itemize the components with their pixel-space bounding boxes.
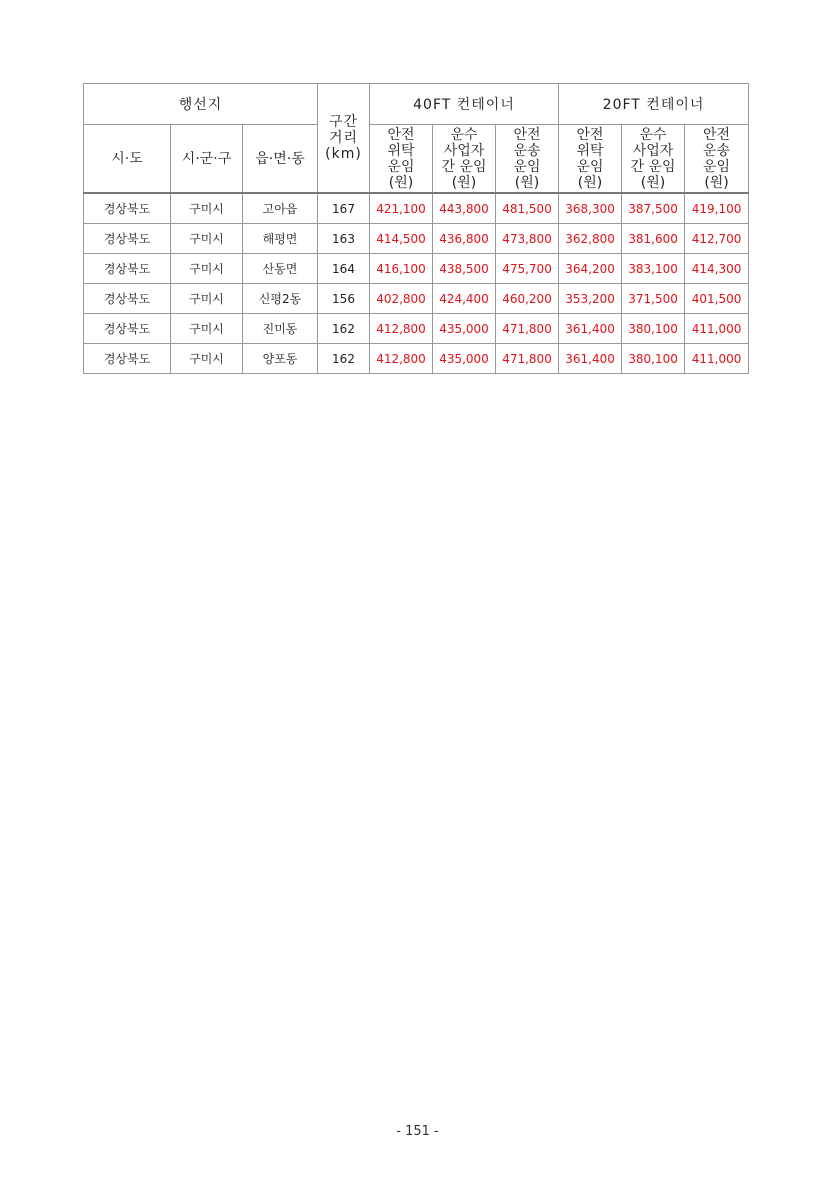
town-cell: 산동면	[243, 254, 318, 284]
region-header: 행선지	[84, 84, 318, 125]
table-row	[84, 344, 749, 374]
province-cell: 경상북도	[84, 193, 171, 224]
rate-cell: 471,800	[496, 314, 559, 344]
rate-cell: 361,400	[559, 314, 622, 344]
ft40-carrier-header	[433, 125, 496, 194]
header-line: (원)	[640, 174, 666, 191]
rate-cell: 475,700	[496, 254, 559, 284]
rate-cell: 443,800	[433, 193, 496, 224]
table-row	[84, 314, 749, 344]
header-line: 운임	[703, 158, 731, 175]
province-cell: 경상북도	[84, 284, 171, 314]
header-line: 운임	[387, 158, 415, 175]
header-line: (원)	[704, 174, 729, 191]
header-row-1	[84, 84, 749, 125]
rate-cell: 381,600	[622, 224, 685, 254]
rate-cell: 471,800	[496, 344, 559, 374]
header-line: 안전	[703, 126, 731, 143]
header-line: 운임	[513, 158, 541, 175]
rate-cell: 473,800	[496, 224, 559, 254]
town-cell: 양포동	[243, 344, 318, 374]
rate-cell: 380,100	[622, 314, 685, 344]
ft40-header: 40FT 컨테이너	[370, 84, 559, 125]
town-cell: 해평면	[243, 224, 318, 254]
rate-cell: 387,500	[622, 193, 685, 224]
rate-cell: 380,100	[622, 344, 685, 374]
rate-cell: 371,500	[622, 284, 685, 314]
header-line: 안전	[513, 126, 541, 143]
rate-cell: 364,200	[559, 254, 622, 284]
ft20-safe-transport-header	[685, 125, 749, 194]
header-line: (원)	[514, 174, 540, 191]
distance-cell: 156	[318, 284, 370, 314]
rate-cell: 414,500	[370, 224, 433, 254]
distance-header	[318, 84, 370, 194]
rate-cell: 353,200	[559, 284, 622, 314]
header-line: 위탁	[576, 142, 604, 159]
distance-cell: 162	[318, 344, 370, 374]
table-row	[84, 224, 749, 254]
header-line: 사업자	[632, 142, 674, 159]
city-cell: 구미시	[171, 344, 243, 374]
town-cell: 고아읍	[243, 193, 318, 224]
header-line: (원)	[388, 174, 414, 191]
distance-cell: 163	[318, 224, 370, 254]
rate-cell: 414,300	[685, 254, 749, 284]
city-cell: 구미시	[171, 193, 243, 224]
rate-cell: 412,800	[370, 344, 433, 374]
town-cell: 진미동	[243, 314, 318, 344]
town-cell: 신평2동	[243, 284, 318, 314]
freight-rate-table	[83, 83, 749, 374]
header-line: 운송	[513, 142, 541, 159]
header-line: 운임	[576, 158, 604, 175]
header-line: 안전	[576, 126, 604, 143]
rate-cell: 411,000	[685, 314, 749, 344]
rate-cell: 416,100	[370, 254, 433, 284]
rate-cell: 436,800	[433, 224, 496, 254]
rate-cell: 361,400	[559, 344, 622, 374]
table-row	[84, 193, 749, 224]
rate-cell: 412,800	[370, 314, 433, 344]
city-cell: 구미시	[171, 284, 243, 314]
rate-cell: 435,000	[433, 314, 496, 344]
city-cell: 구미시	[171, 314, 243, 344]
city-header: 시·군·구	[171, 125, 243, 194]
distance-header-line: 거리	[328, 130, 359, 146]
header-line: 간 운임	[441, 158, 487, 175]
ft40-safe-consign-header	[370, 125, 433, 194]
table-row	[84, 254, 749, 284]
distance-cell: 167	[318, 193, 370, 224]
ft40-safe-transport-header	[496, 125, 559, 194]
header-line: 사업자	[443, 142, 485, 159]
city-cell: 구미시	[171, 254, 243, 284]
distance-cell: 162	[318, 314, 370, 344]
distance-header-line: (km)	[325, 146, 362, 162]
header-row-2	[84, 125, 749, 194]
distance-cell: 164	[318, 254, 370, 284]
ft20-header: 20FT 컨테이너	[559, 84, 749, 125]
rate-cell: 383,100	[622, 254, 685, 284]
rate-cell: 438,500	[433, 254, 496, 284]
header-line: 운송	[703, 142, 731, 159]
distance-header-line: 구간	[328, 114, 359, 130]
rate-cell: 362,800	[559, 224, 622, 254]
header-line: 위탁	[387, 142, 415, 159]
header-line: (원)	[451, 174, 477, 191]
ft20-carrier-header	[622, 125, 685, 194]
header-line: 안전	[387, 126, 415, 143]
header-line: 운수	[450, 126, 478, 143]
province-cell: 경상북도	[84, 254, 171, 284]
header-line: 운수	[639, 126, 667, 143]
rate-cell: 435,000	[433, 344, 496, 374]
rate-cell: 401,500	[685, 284, 749, 314]
ft20-safe-consign-header	[559, 125, 622, 194]
rate-cell: 402,800	[370, 284, 433, 314]
header-line: (원)	[577, 174, 603, 191]
header-line: 간 운임	[630, 158, 676, 175]
rate-cell: 460,200	[496, 284, 559, 314]
rate-cell: 424,400	[433, 284, 496, 314]
province-cell: 경상북도	[84, 314, 171, 344]
rate-cell: 421,100	[370, 193, 433, 224]
rate-cell: 411,000	[685, 344, 749, 374]
province-header: 시·도	[84, 125, 171, 194]
province-cell: 경상북도	[84, 344, 171, 374]
rate-cell: 412,700	[685, 224, 749, 254]
town-header: 읍·면·동	[243, 125, 318, 194]
page-number: - 151 -	[396, 1124, 439, 1139]
rate-cell: 481,500	[496, 193, 559, 224]
city-cell: 구미시	[171, 224, 243, 254]
rate-cell: 368,300	[559, 193, 622, 224]
rate-cell: 419,100	[685, 193, 749, 224]
table-row	[84, 284, 749, 314]
province-cell: 경상북도	[84, 224, 171, 254]
